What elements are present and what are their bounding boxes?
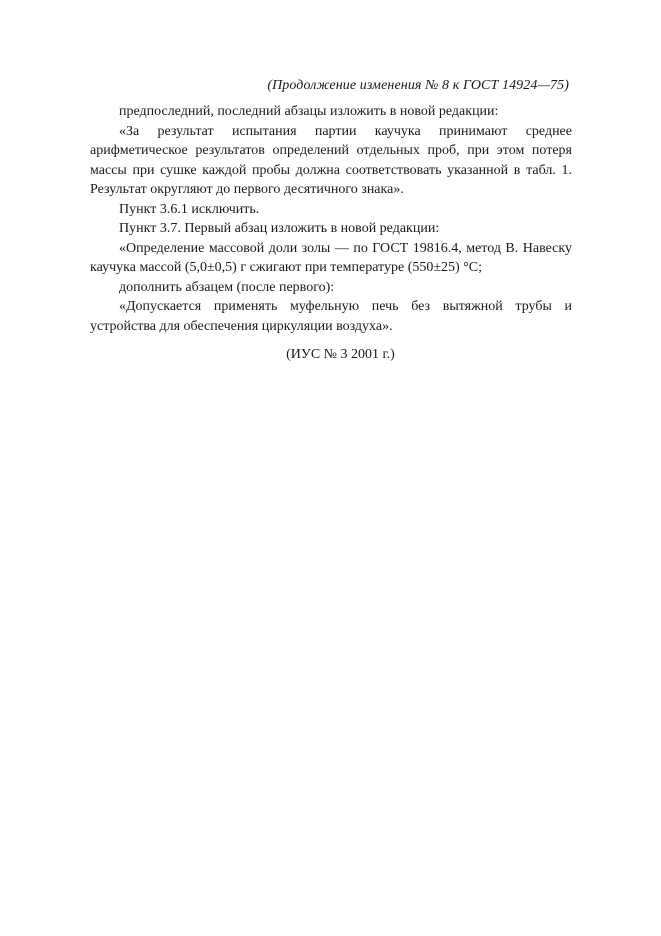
paragraph-6: дополнить абзацем (после первого): bbox=[119, 279, 335, 295]
paragraph-7: «Допускается применять муфельную печь без вытяжной трубы и устройства для обеспечения циркуляции воздуха». bbox=[90, 299, 572, 334]
page-header: (Продолжение изменения № 8 к ГОСТ 14924—75) bbox=[267, 78, 569, 93]
document-body bbox=[90, 102, 572, 336]
paragraph-4: Пункт 3.7. Первый абзац изложить в новой редакции: bbox=[119, 221, 440, 236]
publication-reference: (ИУС № 3 2001 г.) bbox=[286, 347, 395, 362]
paragraph-5: «Определение массовой доли золы — по ГОСТ 19816.4, метод В. Навеску каучука массой (5,0±0,5) г сжигают при температуре (550±25) °С; bbox=[90, 240, 572, 275]
paragraph-2: «За результат испытания партии каучука принимают среднее арифметическое результатов определений отдельных проб, при этом потеря массы при сушке каждой пробы должна соответствовать указанной в табл. 1. Результат округляют до первого десятичного знака». bbox=[90, 123, 572, 197]
paragraph-1: предпоследний, последний абзацы изложить в новой редакции: bbox=[119, 104, 499, 119]
paragraph-3: Пункт 3.6.1 исключить. bbox=[119, 201, 260, 217]
